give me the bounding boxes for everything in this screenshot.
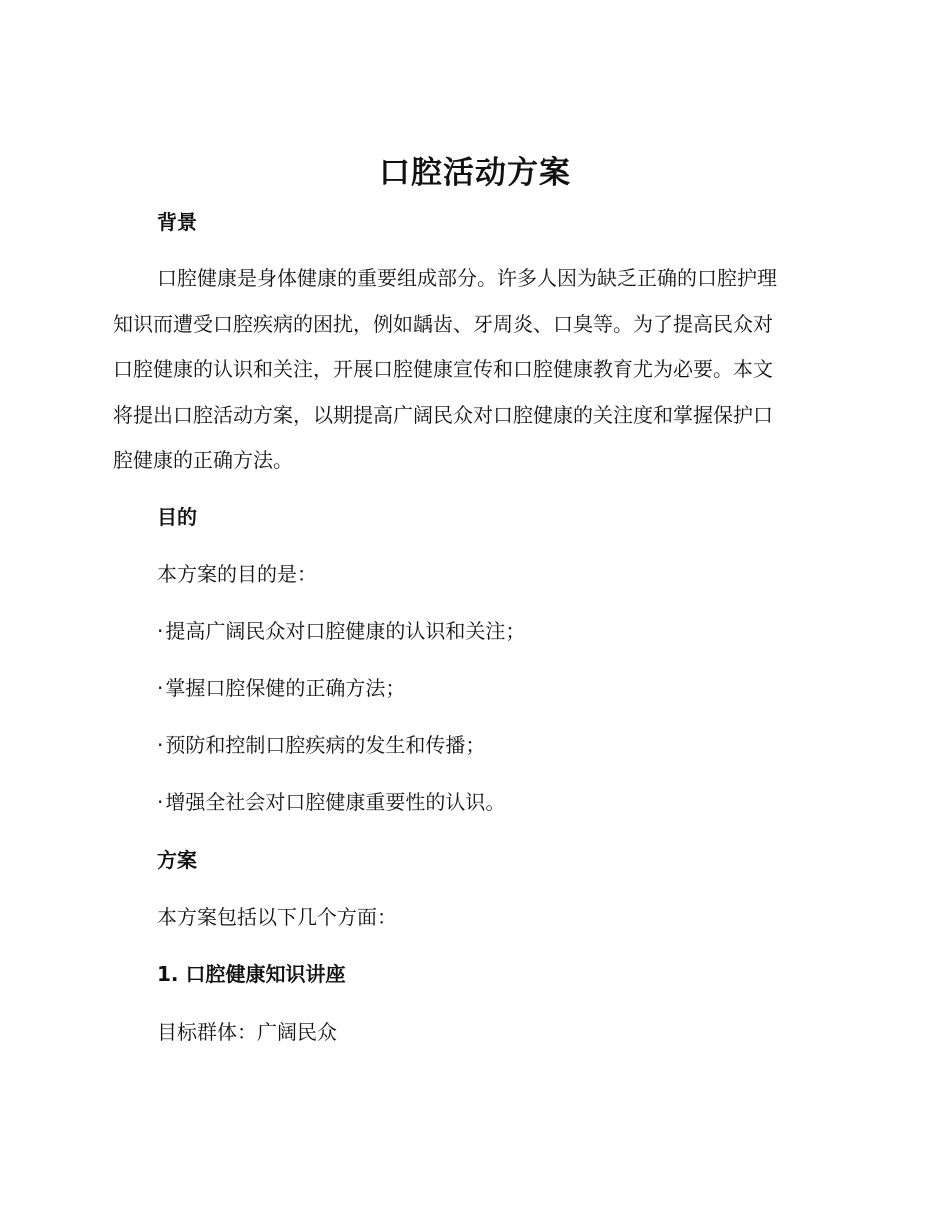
section-heading-background: 背景 xyxy=(157,210,197,234)
paragraph-line: 将提出口腔活动方案，以期提高广阔民众对口腔健康的关注度和掌握保护口 xyxy=(113,402,773,427)
paragraph-line: 口腔健康的认识和关注，开展口腔健康宣传和口腔健康教育尤为必要。本文 xyxy=(113,357,773,381)
bullet-text: 增强全社会对口腔健康重要性的认识。 xyxy=(165,790,506,814)
bullet-dot-icon: · xyxy=(157,619,164,643)
paragraph-line: 口腔健康是身体健康的重要组成部分。许多人因为缺乏正确的口腔护理 xyxy=(157,266,777,290)
plan-item-heading: 1. 口腔健康知识讲座 xyxy=(157,962,346,986)
bullet-text: 提高广阔民众对口腔健康的认识和关注； xyxy=(165,619,526,643)
purpose-bullet xyxy=(157,673,405,703)
document-title: 口腔活动方案 xyxy=(379,155,571,191)
purpose-bullet xyxy=(157,616,525,646)
bullet-text: 掌握口腔保健的正确方法； xyxy=(165,676,406,700)
paragraph-line: 知识而遭受口腔疾病的困扰，例如龋齿、牙周炎、口臭等。为了提高民众对 xyxy=(113,311,773,336)
bullet-text: 预防和控制口腔疾病的发生和传播； xyxy=(165,733,486,757)
bullet-dot-icon: · xyxy=(157,733,164,757)
section-heading-purpose: 目的 xyxy=(157,505,197,529)
background-paragraph xyxy=(113,256,835,484)
purpose-intro: 本方案的目的是： xyxy=(157,562,317,586)
section-heading-plan: 方案 xyxy=(157,848,197,872)
plan-intro: 本方案包括以下几个方面： xyxy=(157,905,397,929)
plan-item-target: 目标群体：广阔民众 xyxy=(157,1020,337,1044)
paragraph-line: 腔健康的正确方法。 xyxy=(113,448,293,472)
bullet-dot-icon: · xyxy=(157,790,164,814)
purpose-bullet xyxy=(157,787,505,817)
purpose-bullet xyxy=(157,730,485,760)
bullet-dot-icon: · xyxy=(157,676,164,700)
